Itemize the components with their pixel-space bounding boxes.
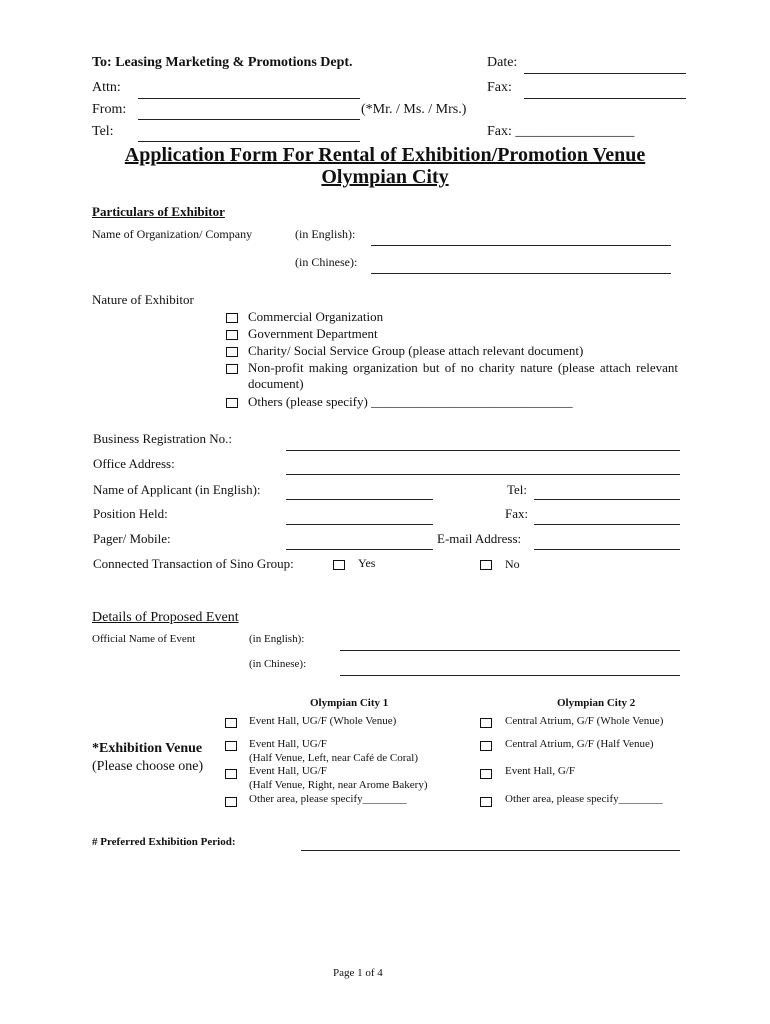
event-heading: Details of Proposed Event bbox=[92, 610, 239, 625]
fax-field[interactable] bbox=[524, 98, 686, 99]
oc1-event-hall-right-checkbox[interactable] bbox=[225, 769, 237, 779]
exhibitor-heading: Particulars of Exhibitor bbox=[92, 204, 225, 219]
address-label: Office Address: bbox=[93, 456, 175, 471]
salutation: (*Mr. / Ms. / Mrs.) bbox=[361, 102, 467, 117]
brn-field[interactable] bbox=[286, 450, 680, 451]
event-chinese-field[interactable] bbox=[340, 675, 680, 676]
connected-no-checkbox[interactable] bbox=[480, 560, 492, 570]
government-checkbox[interactable] bbox=[226, 330, 238, 340]
date-label: Date: bbox=[487, 55, 518, 70]
nature-label: Nature of Exhibitor bbox=[92, 292, 194, 307]
event-chinese-label: (in Chinese): bbox=[249, 658, 307, 670]
charity-checkbox[interactable] bbox=[226, 347, 238, 357]
applicant-fax-label: Fax: bbox=[505, 506, 529, 521]
tel-field[interactable] bbox=[138, 141, 360, 142]
applicant-tel-field[interactable] bbox=[534, 499, 680, 500]
oc1-other-area-option: Other area, please specify________ bbox=[249, 793, 407, 805]
applicant-label: Name of Applicant (in English): bbox=[93, 482, 261, 497]
charity-option: Charity/ Social Service Group (please attach relevant document) bbox=[248, 343, 584, 358]
oc1-event-hall-whole-option: Event Hall, UG/F (Whole Venue) bbox=[249, 715, 397, 727]
position-label: Position Held: bbox=[93, 506, 168, 521]
pager-field[interactable] bbox=[286, 549, 433, 550]
email-field[interactable] bbox=[534, 549, 680, 550]
org-chinese-label: (in Chinese): bbox=[295, 255, 358, 269]
org-english-field[interactable] bbox=[371, 245, 671, 246]
others-checkbox[interactable] bbox=[226, 398, 238, 408]
org-name-label: Name of Organization/ Company bbox=[92, 227, 253, 241]
olympian-city-1-title: Olympian City 1 bbox=[310, 697, 389, 709]
applicant-field[interactable] bbox=[286, 499, 433, 500]
applicant-tel-label: Tel: bbox=[507, 482, 528, 497]
form-subtitle: Olympian City bbox=[321, 166, 449, 188]
connected-yes-label: Yes bbox=[358, 556, 376, 570]
attn-field[interactable] bbox=[138, 98, 360, 99]
oc1-event-hall-right-detail: (Half Venue, Right, near Arome Bakery) bbox=[249, 779, 428, 791]
brn-label: Business Registration No.: bbox=[93, 431, 233, 446]
oc2-central-atrium-whole-option: Central Atrium, G/F (Whole Venue) bbox=[505, 715, 664, 727]
nonprofit-option: Non-profit making organization but of no charity nature (please attach relevant document) bbox=[248, 360, 678, 391]
from-label: From: bbox=[92, 102, 127, 117]
government-option: Government Department bbox=[248, 326, 378, 341]
connected-transaction-label: Connected Transaction of Sino Group: bbox=[93, 556, 294, 571]
oc1-event-hall-right-option: Event Hall, UG/F bbox=[249, 765, 327, 777]
event-english-label: (in English): bbox=[249, 633, 305, 645]
page-number: Page 1 of 4 bbox=[333, 967, 383, 979]
applicant-fax-field[interactable] bbox=[534, 524, 680, 525]
exhibition-venue-label: *Exhibition Venue bbox=[92, 741, 203, 756]
attn-label: Attn: bbox=[92, 80, 121, 95]
oc2-central-atrium-whole-checkbox[interactable] bbox=[480, 718, 492, 728]
position-field[interactable] bbox=[286, 524, 433, 525]
preferred-period-label: # Preferred Exhibition Period: bbox=[92, 836, 236, 848]
preferred-period-field[interactable] bbox=[301, 850, 680, 851]
from-field[interactable] bbox=[138, 119, 360, 120]
oc1-event-hall-left-checkbox[interactable] bbox=[225, 741, 237, 751]
connected-yes-checkbox[interactable] bbox=[333, 560, 345, 570]
to-department: To: Leasing Marketing & Promotions Dept. bbox=[92, 55, 353, 70]
event-english-field[interactable] bbox=[340, 650, 680, 651]
org-chinese-field[interactable] bbox=[371, 273, 671, 274]
oc2-central-atrium-half-checkbox[interactable] bbox=[480, 741, 492, 751]
others-option: Others (please specify) _______________________________ bbox=[248, 394, 573, 409]
address-field[interactable] bbox=[286, 474, 680, 475]
oc1-event-hall-left-option: Event Hall, UG/F bbox=[249, 738, 327, 750]
official-name-label: Official Name of Event bbox=[92, 633, 196, 645]
org-english-label: (in English): bbox=[295, 227, 356, 241]
oc1-event-hall-left-detail: (Half Venue, Left, near Café de Coral) bbox=[249, 752, 418, 764]
commercial-checkbox[interactable] bbox=[226, 313, 238, 323]
commercial-option: Commercial Organization bbox=[248, 309, 384, 324]
oc2-event-hall-checkbox[interactable] bbox=[480, 769, 492, 779]
pager-label: Pager/ Mobile: bbox=[93, 531, 171, 546]
date-field[interactable] bbox=[524, 73, 686, 74]
oc2-central-atrium-half-option: Central Atrium, G/F (Half Venue) bbox=[505, 738, 654, 750]
nonprofit-checkbox[interactable] bbox=[226, 364, 238, 374]
oc2-event-hall-option: Event Hall, G/F bbox=[505, 765, 575, 777]
oc2-other-area-option: Other area, please specify________ bbox=[505, 793, 663, 805]
oc1-other-area-checkbox[interactable] bbox=[225, 797, 237, 807]
olympian-city-2-title: Olympian City 2 bbox=[557, 697, 636, 709]
connected-no-label: No bbox=[505, 557, 520, 571]
tel-label: Tel: bbox=[92, 124, 114, 139]
fax-label: Fax: bbox=[487, 80, 512, 95]
exhibition-venue-instruction: (Please choose one) bbox=[92, 759, 204, 774]
oc1-event-hall-whole-checkbox[interactable] bbox=[225, 718, 237, 728]
fax2-label: Fax: _________________ bbox=[487, 124, 635, 139]
form-title: Application Form For Rental of Exhibition/Promotion Venue bbox=[124, 144, 646, 166]
email-label: E-mail Address: bbox=[437, 531, 522, 546]
oc2-other-area-checkbox[interactable] bbox=[480, 797, 492, 807]
